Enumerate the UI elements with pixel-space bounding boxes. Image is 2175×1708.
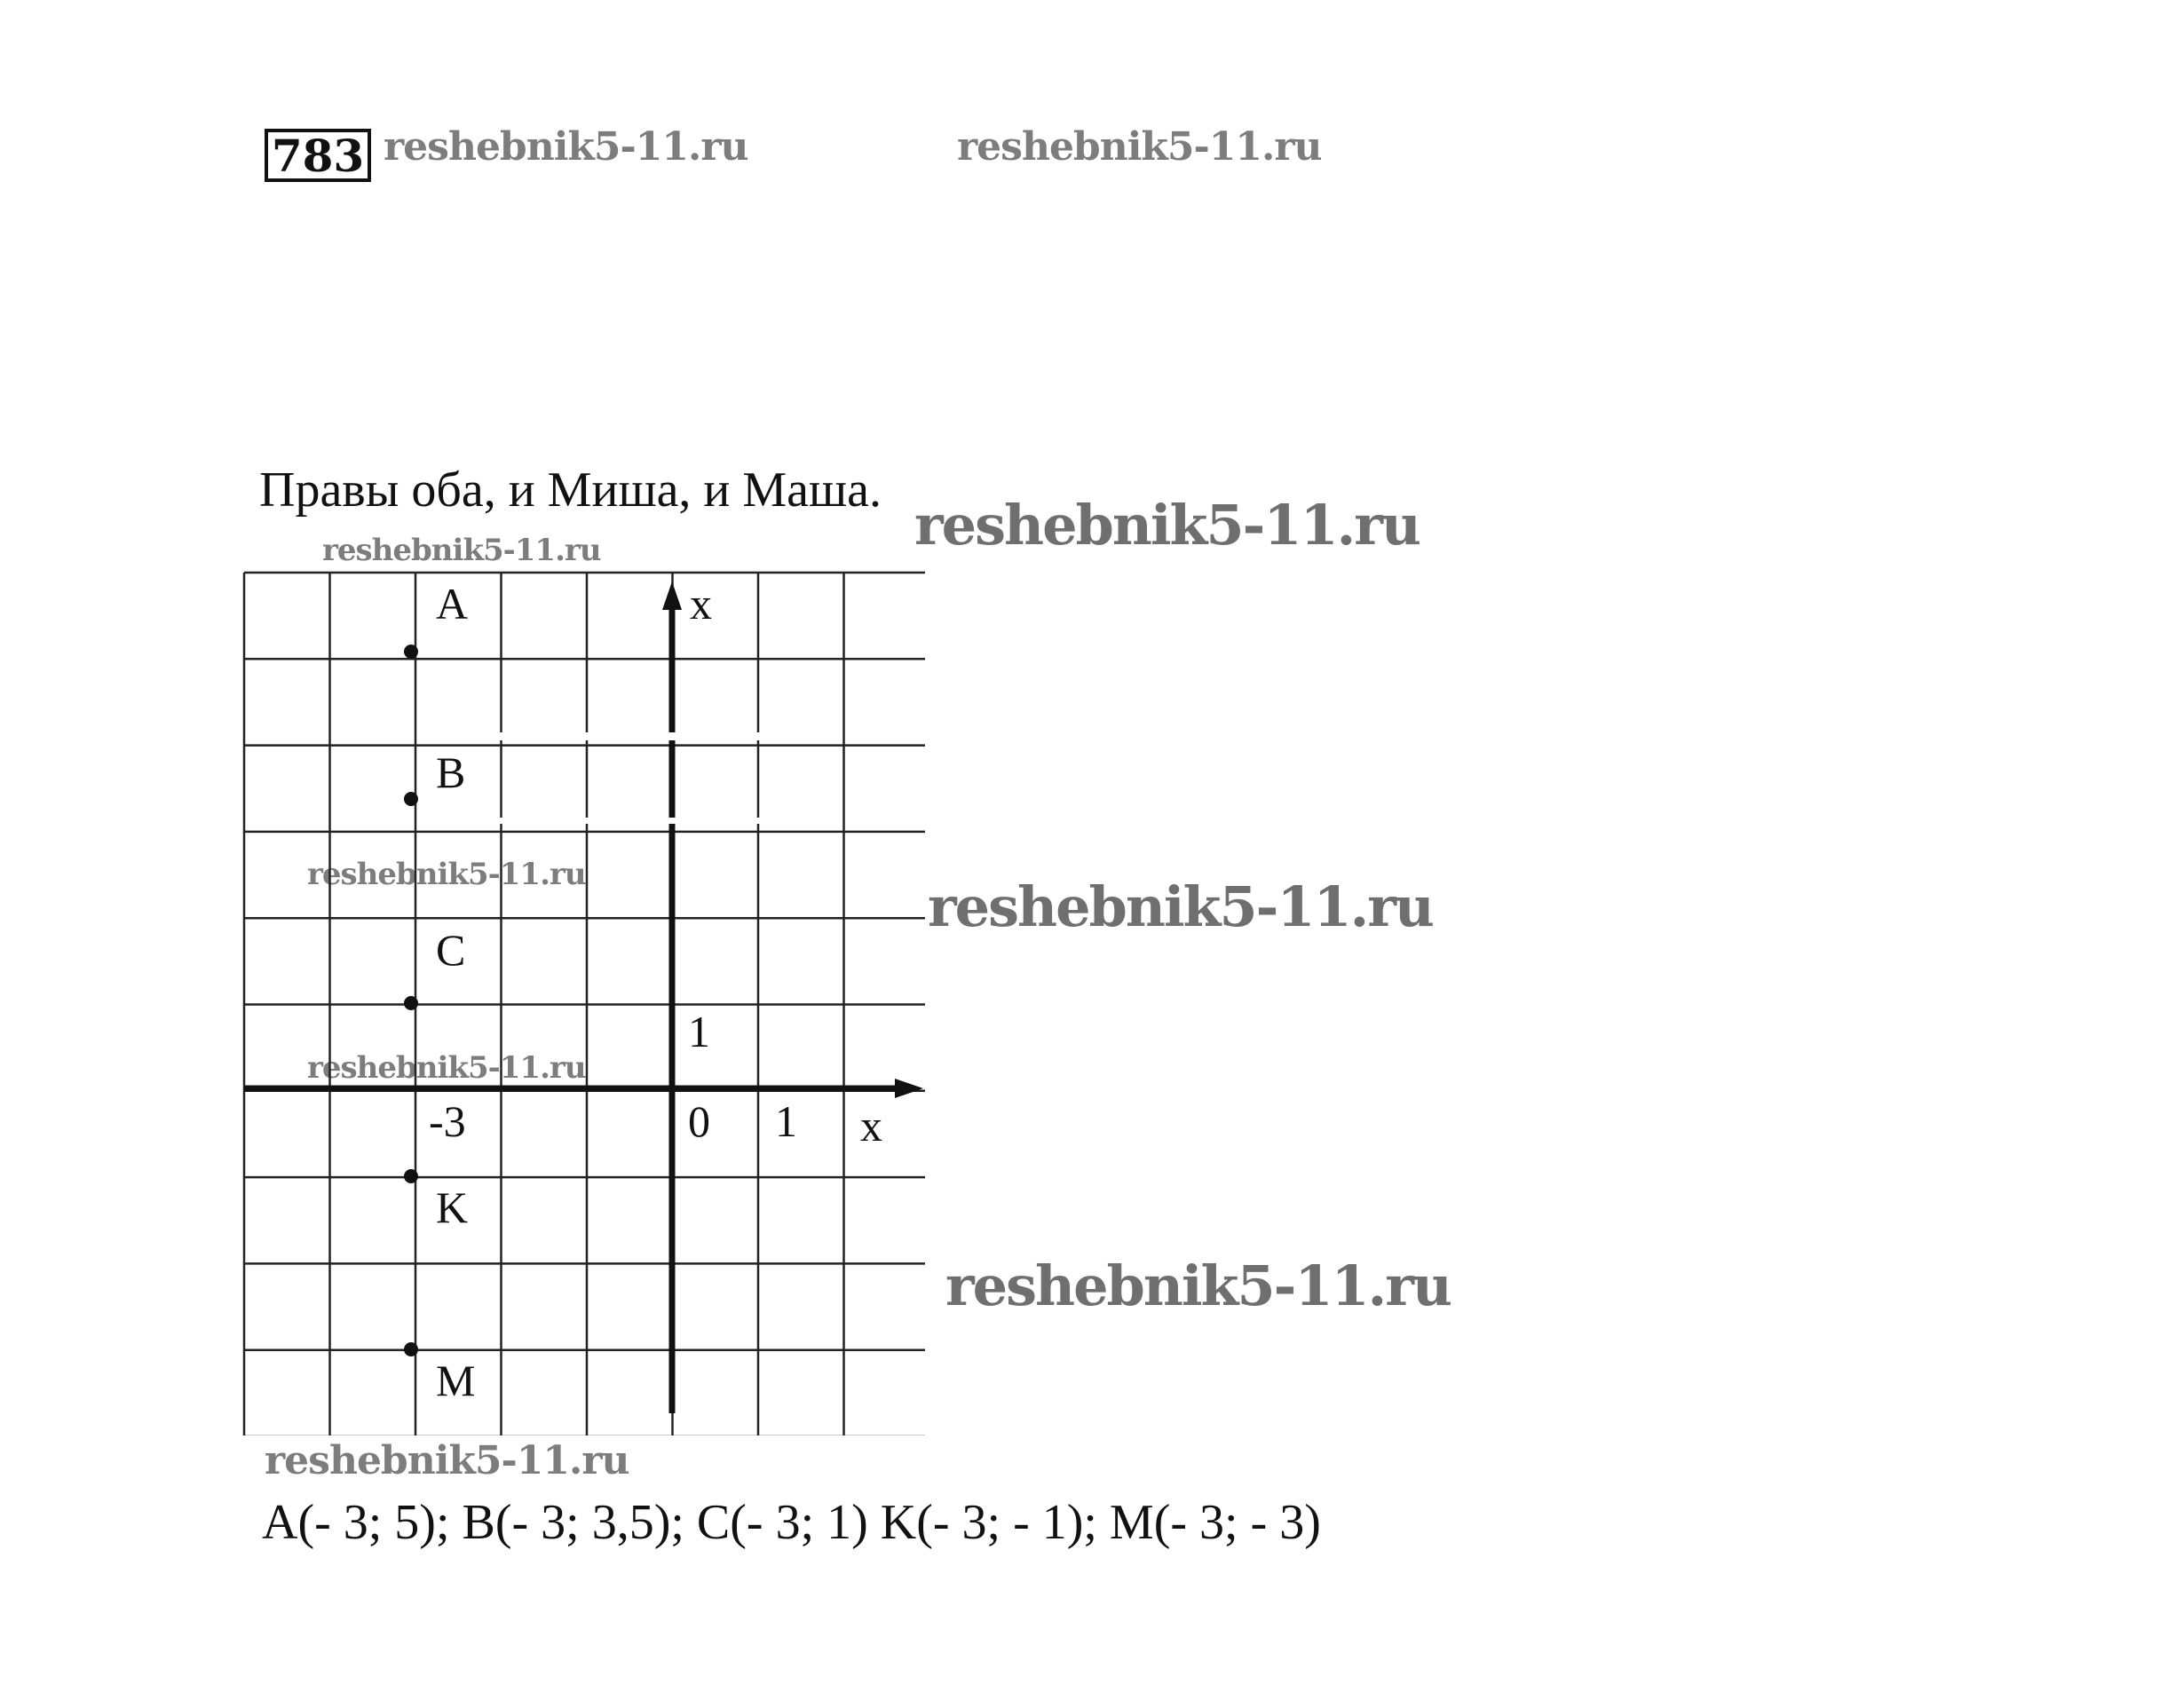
watermark-right-1: reshebnik5-11.ru (914, 493, 1420, 557)
origin-label: 0 (688, 1096, 710, 1146)
point-k-marker (404, 1169, 418, 1183)
y-axis-arrow (662, 581, 682, 610)
answer-text: A(- 3; 5); B(- 3; 3,5); C(- 3; 1) K(- 3; - 1); M(- 3; - 3) (262, 1495, 1321, 1550)
scan-smudge (426, 732, 777, 740)
point-label-k: K (436, 1182, 469, 1232)
point-label-m: M (436, 1356, 476, 1405)
watermark-right-3: reshebnik5-11.ru (945, 1253, 1451, 1318)
y-unit-label: 1 (688, 1007, 710, 1056)
watermark-grid-mid: reshebnik5-11.ru (307, 857, 586, 892)
point-label-a: A (436, 579, 469, 629)
watermark-grid-top: reshebnik5-11.ru (322, 533, 601, 568)
scan-smudge (426, 818, 768, 824)
task-number: 783 (265, 129, 371, 182)
point-b-marker (404, 792, 418, 806)
y-axis-label: x (690, 579, 712, 629)
watermark-grid-lower: reshebnik5-11.ru (307, 1050, 586, 1086)
statement-text: Правы оба, и Миша, и Маша. (259, 463, 882, 518)
point-label-c: C (436, 925, 466, 975)
point-m-marker (404, 1342, 418, 1356)
x-tick-label: -3 (429, 1096, 466, 1146)
watermark-top-right: reshebnik5-11.ru (957, 124, 1322, 170)
watermark-right-2: reshebnik5-11.ru (928, 874, 1433, 939)
watermark-top-left: reshebnik5-11.ru (384, 124, 748, 170)
point-c-marker (404, 996, 418, 1010)
x-unit-label: 1 (775, 1096, 797, 1146)
x-axis-arrow (895, 1079, 923, 1098)
watermark-bottom: reshebnik5-11.ru (265, 1438, 629, 1483)
coordinate-grid-figure (240, 564, 925, 1435)
grid-svg (240, 564, 925, 1435)
point-label-b: B (436, 747, 466, 797)
point-a-marker (404, 644, 418, 659)
x-axis-label: x (860, 1101, 882, 1151)
